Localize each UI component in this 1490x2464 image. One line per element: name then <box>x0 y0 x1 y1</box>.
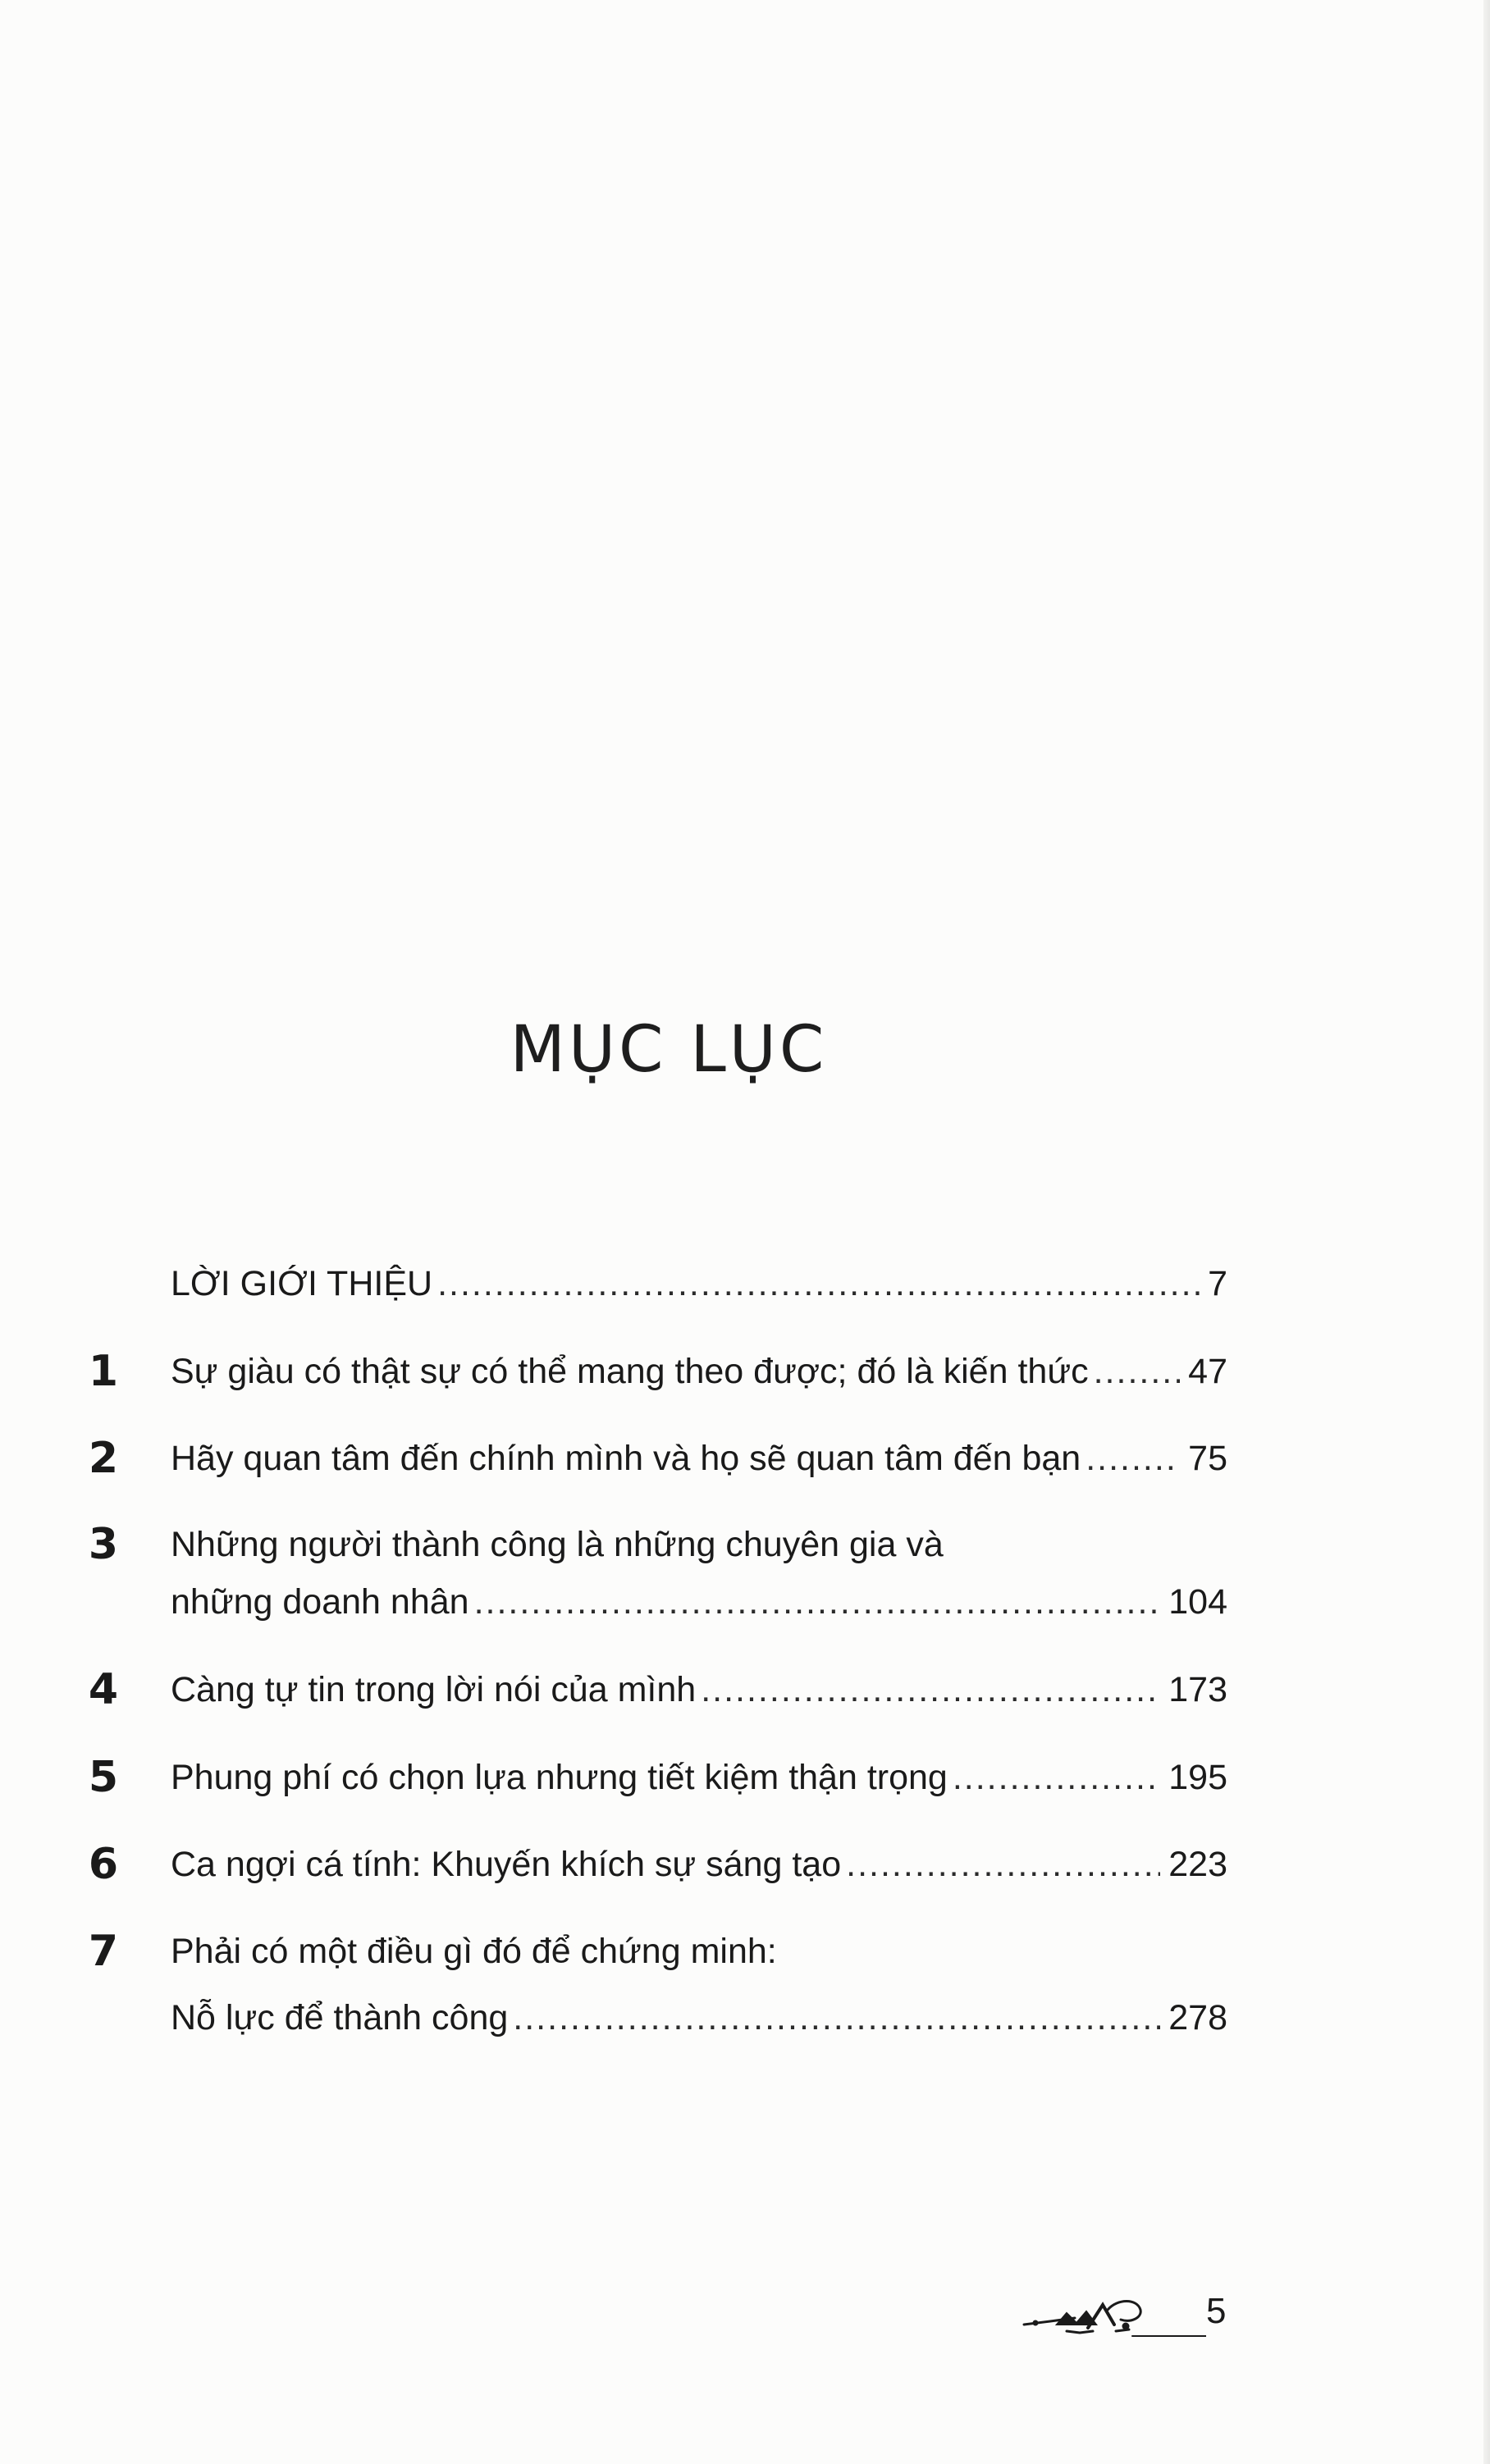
toc-entry-title: Hãy quan tâm đến chính mình và họ sẽ quan tâm đến bạn <box>171 1439 1081 1478</box>
toc-entry-line <box>171 1836 1227 1893</box>
toc-entry-title: LỜI GIỚI THIỆU <box>171 1264 433 1303</box>
toc-page-number: 7 <box>1208 1264 1227 1303</box>
chapter-number: 6 <box>88 1840 119 1889</box>
toc-page-number: 173 <box>1168 1670 1227 1709</box>
page-edge <box>1483 0 1490 2464</box>
toc-entry-line <box>171 1989 1227 2046</box>
chapter-number: 5 <box>88 1753 119 1802</box>
chapter-number: 4 <box>88 1665 119 1714</box>
toc-leader-dots <box>701 1661 1160 1718</box>
toc-entry-chapter-7-cont <box>0 1989 1490 2046</box>
toc-entry-chapter-4 <box>0 1661 1490 1718</box>
page-title: MỤC LỤC <box>510 1013 828 1087</box>
toc-entry-title: Những người thành công là những chuyên gia và <box>171 1525 944 1564</box>
toc-entry-intro <box>0 1255 1490 1312</box>
toc-entry-chapter-6 <box>0 1836 1490 1893</box>
toc-entry-line <box>171 1749 1227 1806</box>
chapter-number: 7 <box>88 1927 119 1976</box>
page-folio-number: 5 <box>1206 2291 1227 2331</box>
toc-entry-title: Càng tự tin trong lời nói của mình <box>171 1670 697 1709</box>
toc-page-number: 278 <box>1168 1998 1227 2037</box>
toc-entry-line <box>171 1430 1227 1487</box>
chapter-number: 3 <box>88 1520 119 1569</box>
toc-entry-line <box>171 1573 1227 1631</box>
toc-entry-line <box>171 1255 1227 1312</box>
toc-leader-dots <box>953 1749 1160 1806</box>
toc-page-number: 47 <box>1188 1352 1227 1391</box>
toc-entry-chapter-1 <box>0 1343 1490 1400</box>
toc-entry-line <box>171 1661 1227 1718</box>
toc-entry-line <box>171 1923 1227 1980</box>
toc-entry-title: Phung phí có chọn lựa nhưng tiết kiệm thận trọng <box>171 1758 948 1797</box>
toc-page-number: 195 <box>1168 1758 1227 1797</box>
toc-entry-chapter-3-cont <box>0 1573 1490 1631</box>
toc-entry-title-cont: những doanh nhân <box>171 1582 469 1622</box>
toc-entry-line <box>171 1516 1227 1573</box>
toc-leader-dots <box>1086 1430 1180 1487</box>
toc-entry-chapter-2 <box>0 1430 1490 1487</box>
toc-entry-title: Ca ngợi cá tính: Khuyến khích sự sáng tạo <box>171 1845 842 1884</box>
toc-leader-dots <box>474 1573 1161 1631</box>
toc-page-number: 75 <box>1188 1439 1227 1478</box>
toc-page-number: 223 <box>1168 1845 1227 1884</box>
toc-entry-chapter-7 <box>0 1923 1490 1980</box>
toc-leader-dots <box>513 1989 1160 2046</box>
toc-entry-chapter-5 <box>0 1749 1490 1806</box>
toc-entry-chapter-3 <box>0 1516 1490 1573</box>
chapter-number: 2 <box>88 1434 119 1483</box>
chapter-number: 1 <box>88 1347 119 1396</box>
toc-entry-line <box>171 1343 1227 1400</box>
toc-entry-title: Sự giàu có thật sự có thể mang theo được; đó là kiến thức <box>171 1352 1089 1391</box>
toc-leader-dots <box>437 1255 1200 1312</box>
toc-entry-title: Phải có một điều gì đó để chứng minh: <box>171 1932 777 1971</box>
toc-page-number: 104 <box>1168 1582 1227 1622</box>
toc-leader-dots <box>1094 1343 1181 1400</box>
figure-ornament-icon <box>1017 2288 1206 2346</box>
toc-entry-title-cont: Nỗ lực để thành công <box>171 1998 509 2037</box>
toc-leader-dots <box>846 1836 1160 1893</box>
